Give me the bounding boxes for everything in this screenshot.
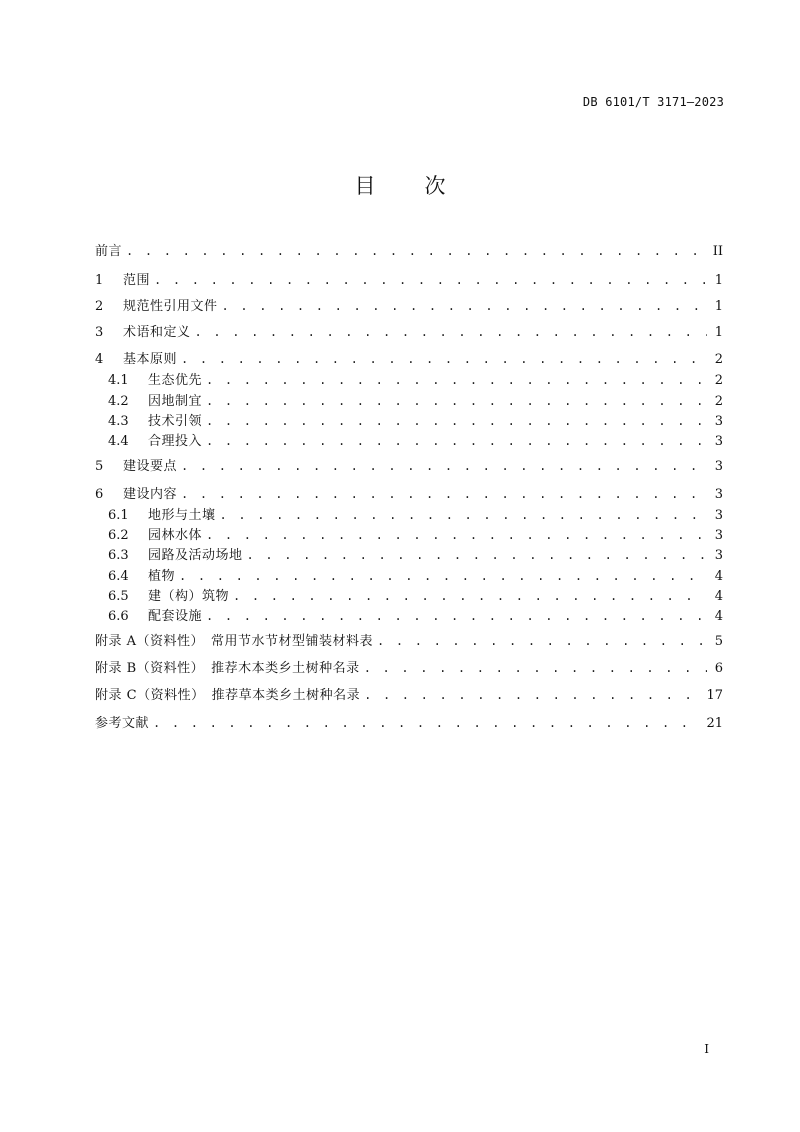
toc-entry-number: 5	[95, 459, 104, 474]
dot-leader	[364, 660, 707, 676]
toc-entry-number: 4.3	[108, 414, 129, 429]
toc-entry-label: 地形与土壤	[148, 508, 216, 523]
toc-entry-page: 3	[714, 487, 723, 502]
dot-leader	[206, 527, 707, 543]
toc-entry-6-4[interactable]	[108, 568, 723, 585]
toc-entry-6-2[interactable]	[108, 527, 723, 544]
toc-entry-page: II	[712, 244, 723, 259]
toc-entry-page: 1	[714, 273, 723, 288]
toc-entry-page: 4	[714, 609, 723, 624]
toc-entry-label: 建设要点	[123, 459, 178, 474]
dot-leader	[206, 433, 707, 449]
toc-entry-number: 3	[95, 325, 104, 340]
toc-entry-label: 技术引领	[148, 414, 203, 429]
toc-entry-label: 生态优先	[148, 373, 203, 388]
toc-entry-label: 基本原则	[123, 352, 178, 367]
toc-entry-label: 植物	[148, 569, 176, 584]
page-number: I	[704, 1042, 709, 1056]
toc-entry-page: 2	[714, 352, 723, 367]
toc-entry-number: 6.5	[108, 589, 129, 604]
dot-leader	[247, 547, 707, 563]
toc-entry-3[interactable]	[95, 324, 723, 341]
dot-leader	[154, 272, 707, 288]
toc-entry-label: 建（构）筑物	[148, 589, 230, 604]
toc-entry-label: 范围	[123, 273, 151, 288]
toc-entry-number: 6.3	[108, 548, 129, 563]
toc-entry-4-2[interactable]	[108, 393, 723, 410]
dot-leader	[126, 243, 707, 259]
toc-entry-6-1[interactable]	[108, 507, 723, 524]
dot-leader	[222, 298, 707, 314]
toc-entry-references[interactable]	[95, 715, 723, 732]
toc-entry-page: 21	[706, 716, 723, 731]
toc-entry-4-1[interactable]	[108, 372, 723, 389]
toc-entry-page: 1	[714, 325, 723, 340]
toc-entry-page: 3	[714, 528, 723, 543]
toc-entry-number: 6	[95, 487, 104, 502]
dot-leader	[195, 324, 707, 340]
toc-entry-page: 2	[714, 373, 723, 388]
dot-leader	[377, 633, 707, 649]
toc-entry-label: 术语和定义	[123, 325, 191, 340]
toc-entry-appendix-b[interactable]	[95, 660, 723, 677]
toc-entry-number: 2	[95, 299, 104, 314]
toc-entry-page: 3	[714, 548, 723, 563]
toc-entry-label: 因地制宜	[148, 394, 203, 409]
toc-entry-label: 园路及活动场地	[148, 548, 243, 563]
toc-entry-label: 附录 A（资料性） 常用节水节材型铺装材料表	[95, 634, 374, 649]
dot-leader	[206, 608, 707, 624]
toc-entry-number: 4.2	[108, 394, 129, 409]
toc-entry-number: 4.4	[108, 434, 129, 449]
toc-entry-2[interactable]	[95, 298, 723, 315]
toc-entry-page: 2	[714, 394, 723, 409]
toc-entry-page: 3	[714, 508, 723, 523]
dot-leader	[206, 372, 707, 388]
toc-entry-6-6[interactable]	[108, 608, 723, 625]
toc-entry-4-3[interactable]	[108, 413, 723, 430]
toc-entry-label: 规范性引用文件	[123, 299, 218, 314]
toc-entry-6[interactable]	[95, 486, 723, 503]
dot-leader	[179, 568, 707, 584]
toc-entry-page: 4	[714, 569, 723, 584]
toc-entry-label: 建设内容	[123, 487, 178, 502]
toc-entry-number: 6.1	[108, 508, 129, 523]
toc-entry-label: 参考文献	[95, 716, 150, 731]
toc-entry-number: 1	[95, 273, 104, 288]
toc-entry-page: 3	[714, 434, 723, 449]
toc-entry-page: 1	[714, 299, 723, 314]
toc-entry-6-5[interactable]	[108, 588, 723, 605]
toc-entry-page: 3	[714, 414, 723, 429]
toc-entry-1[interactable]	[95, 272, 723, 289]
toc-entry-number: 4.1	[108, 373, 129, 388]
dot-leader	[181, 458, 707, 474]
dot-leader	[206, 413, 707, 429]
toc-entry-page: 3	[714, 459, 723, 474]
toc-entry-5[interactable]	[95, 458, 723, 475]
dot-leader	[206, 393, 707, 409]
toc-entry-number: 6.4	[108, 569, 129, 584]
dot-leader	[153, 715, 702, 731]
toc-entry-page: 4	[714, 589, 723, 604]
toc-entry-4-4[interactable]	[108, 433, 723, 450]
toc-entry-page: 17	[706, 688, 723, 703]
toc-entry-number: 6.2	[108, 528, 129, 543]
toc-entry-foreword[interactable]	[95, 243, 723, 260]
toc-entry-6-3[interactable]	[108, 547, 723, 564]
toc-entry-number: 4	[95, 352, 104, 367]
dot-leader	[233, 588, 707, 604]
document-code: DB 6101/T 3171—2023	[582, 95, 724, 109]
toc-entry-page: 6	[714, 661, 723, 676]
toc-entry-label: 附录 C（资料性） 推荐草本类乡土树种名录	[95, 688, 361, 703]
toc-entry-4[interactable]	[95, 351, 723, 368]
toc-entry-label: 配套设施	[148, 609, 203, 624]
page-title: 目 次	[354, 174, 460, 198]
toc-entry-page: 5	[714, 634, 723, 649]
dot-leader	[220, 507, 707, 523]
dot-leader	[364, 687, 702, 703]
toc-entry-label: 园林水体	[148, 528, 203, 543]
dot-leader	[181, 351, 707, 367]
toc-entry-number: 6.6	[108, 609, 129, 624]
toc-entry-label: 合理投入	[148, 434, 203, 449]
dot-leader	[181, 486, 707, 502]
toc-entry-label: 前言	[95, 244, 123, 259]
toc-entry-label: 附录 B（资料性） 推荐木本类乡土树种名录	[95, 661, 360, 676]
toc-entry-appendix-c[interactable]	[95, 687, 723, 704]
toc-entry-appendix-a[interactable]	[95, 633, 723, 650]
